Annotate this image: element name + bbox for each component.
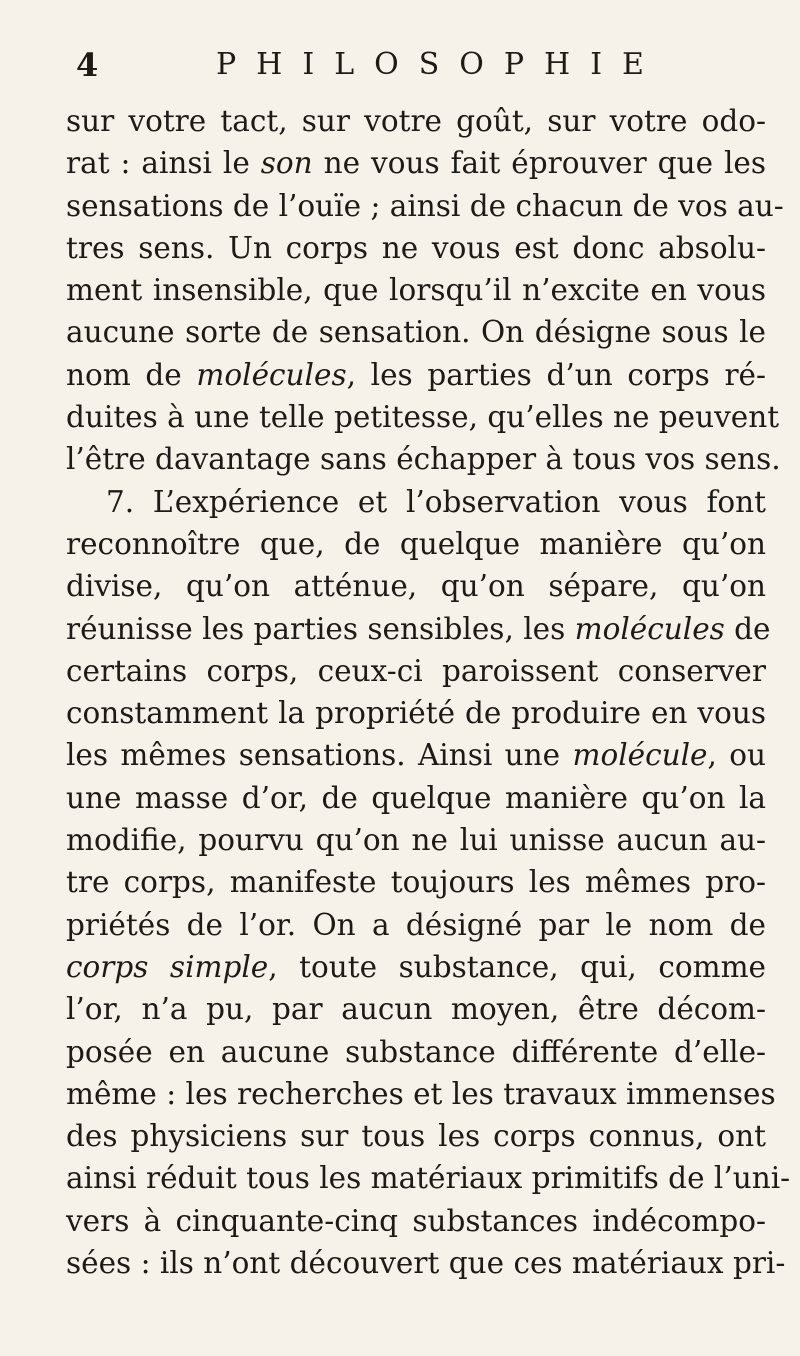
text-line [66, 354, 766, 396]
text-line [66, 185, 784, 227]
text-line [66, 734, 766, 776]
text-run: , les parties d’un corps ré- [346, 357, 766, 392]
text-run: certains corps, ceux-ci paroissent conserver [66, 653, 766, 688]
page-number: 4 [76, 46, 99, 84]
text-line [66, 523, 766, 565]
text-run: reconnoître que, de quelque manière qu’on [66, 526, 766, 561]
text-line [66, 819, 766, 861]
text-run: priétés de l’or. On a désigné par le nom de [66, 907, 766, 942]
text-run: sées : ils n’ont découvert que ces matériaux pri- [66, 1246, 786, 1281]
text-run: sur votre tact, sur votre goût, sur votre odo- [66, 104, 766, 138]
text-run: , toute substance, qui, comme [268, 949, 767, 984]
text-line [66, 988, 766, 1030]
italic-term: molécules [196, 357, 347, 392]
text-line [66, 142, 766, 184]
text-run: ment insensible, que lorsqu’il n’excite en vous [66, 273, 766, 308]
text-line [66, 311, 766, 353]
text-run: l’or, n’a pu, par aucun moyen, être décom- [66, 992, 766, 1027]
text-line [66, 650, 766, 692]
text-run: de [724, 611, 771, 646]
text-run: 7. L’expérience et l’observation vous font [106, 484, 766, 519]
text-line [66, 1031, 766, 1073]
text-run: tres sens. Un corps ne vous est donc absolu- [66, 230, 766, 265]
text-run: posée en aucune substance différente d’elle- [66, 1034, 766, 1069]
text-line [66, 269, 766, 311]
text-line [66, 438, 781, 480]
text-run: tre corps, manifeste toujours les mêmes pro- [66, 865, 766, 900]
text-run: une masse d’or, de quelque manière qu’on la [66, 780, 766, 815]
text-run: ainsi réduit tous les matériaux primitifs de l’uni- [66, 1161, 791, 1196]
text-line [66, 227, 766, 269]
italic-term: molécule [572, 738, 708, 773]
text-run: aucune sorte de sensation. On désigne sous le [66, 315, 766, 350]
text-run: duites à une telle petitesse, qu’elles ne peuvent [66, 400, 780, 435]
text-run: constamment la propriété de produire en vous [66, 696, 766, 731]
italic-term: corps simple [66, 949, 269, 984]
text-run: les mêmes sensations. Ainsi une [66, 738, 573, 773]
text-line [66, 1073, 776, 1115]
text-run: même : les recherches et les travaux immenses [66, 1076, 776, 1111]
text-line [66, 1200, 766, 1242]
text-line [66, 481, 766, 523]
text-run: vers à cinquante-cinq substances indécompo- [66, 1203, 766, 1238]
text-line [66, 692, 766, 734]
text-line [66, 777, 766, 819]
text-line [66, 396, 780, 438]
text-run: des physiciens sur tous les corps connus, ont [66, 1119, 766, 1154]
text-run: sensations de l’ouïe ; ainsi de chacun de vos au- [66, 188, 784, 223]
italic-term: son [260, 146, 313, 181]
text-line [66, 608, 771, 650]
text-line [66, 904, 766, 946]
text-line [66, 861, 766, 903]
running-title: PHILOSOPHIE [216, 47, 664, 82]
text-run: nom de [66, 357, 197, 392]
text-line [66, 946, 766, 988]
text-run: ne vous fait éprouver que les [312, 146, 767, 181]
text-line [66, 1157, 791, 1199]
text-line [66, 1115, 766, 1157]
text-run: l’être davantage sans échapper à tous vos sens. [66, 442, 781, 477]
body-text [66, 100, 791, 1284]
text-run: rat : ainsi le [66, 146, 261, 181]
text-line [66, 100, 766, 142]
text-run: divise, qu’on atténue, qu’on sépare, qu’on [66, 569, 766, 604]
text-line [66, 1242, 786, 1284]
text-line [66, 565, 766, 607]
page-header [76, 40, 776, 90]
text-run: , ou [707, 738, 767, 773]
text-run: modifie, pourvu qu’on ne lui unisse aucun au- [66, 823, 766, 858]
italic-term: molécules [574, 611, 725, 646]
text-run: réunisse les parties sensibles, les [66, 611, 575, 646]
